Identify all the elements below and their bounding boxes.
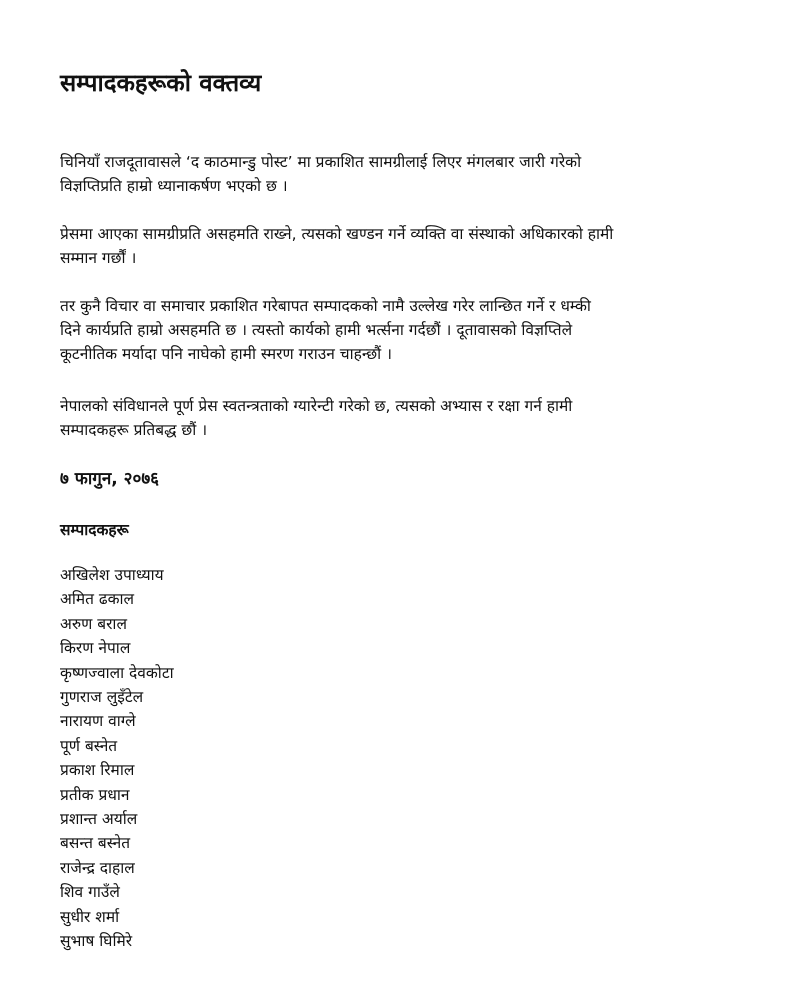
- paragraph-line: चिनियाँ राजदूतावासले ‘द काठमान्डु पोस्ट’ मा प्रकाशित सामग्रीलाई लिएर मंगलबार जारी गरेको: [60, 153, 582, 171]
- paragraph-line: दिने कार्यप्रति हाम्रो असहमति छ । त्यस्तो कार्यको हामी भर्त्सना गर्दछौं । दूतावासको विज्ञप्तिले: [60, 321, 573, 339]
- paragraph-3: [60, 294, 750, 366]
- signatory-name: कृष्णज्वाला देवकोटा: [60, 663, 174, 682]
- signatory-name: अखिलेश उपाध्याय: [60, 566, 164, 584]
- statement-date: ७ फागुन, २०७६: [60, 469, 160, 489]
- signatory-name: सुभाष घिमिरे: [60, 932, 133, 951]
- document-title: सम्पादकहरूको वक्तव्य: [60, 69, 262, 97]
- paragraph-line: विज्ञप्तिप्रति हाम्रो ध्यानाकर्षण भएको छ ।: [60, 177, 288, 195]
- signatory-name: शिव गाउँले: [60, 883, 120, 902]
- signatory-name: अरुण बराल: [60, 614, 127, 633]
- signatories-heading: सम्पादकहरू: [60, 521, 129, 539]
- paragraph-line: नेपालको संविधानले पूर्ण प्रेस स्वतन्त्रताको ग्यारेन्टी गरेको छ, त्यसको अभ्यास र रक्षा गर्न हामी: [60, 397, 573, 415]
- signatory-name: गुणराज लुइँटेल: [60, 688, 144, 707]
- signatory-name: नारायण वाग्ले: [60, 712, 136, 731]
- paragraph-4: [60, 394, 750, 442]
- paragraph-2: [60, 222, 750, 270]
- signatory-name: पूर्ण बस्नेत: [60, 736, 118, 755]
- signatories-list: [60, 563, 174, 954]
- paragraph-line: प्रेसमा आएका सामग्रीप्रति असहमति राख्ने, त्यसको खण्डन गर्ने व्यक्ति वा संस्थाको अधिकारको हामी: [60, 225, 614, 243]
- signatory-name: राजेन्द्र दाहाल: [60, 858, 135, 877]
- signatory-name: बसन्त बस्नेत: [60, 834, 131, 853]
- signatory-name: किरण नेपाल: [60, 639, 131, 658]
- signatory-name: प्रतीक प्रधान: [60, 785, 130, 804]
- paragraph-line: कूटनीतिक मर्यादा पनि नाघेको हामी स्मरण गराउन चाहन्छौं ।: [60, 345, 392, 363]
- paragraph-line: सम्मान गर्छौं ।: [60, 249, 137, 267]
- paragraph-line: सम्पादकहरू प्रतिबद्ध छौं ।: [60, 421, 208, 439]
- paragraph-1: [60, 150, 750, 198]
- signatory-name: सुधीर शर्मा: [60, 907, 120, 926]
- signatory-name: प्रकाश रिमाल: [60, 761, 135, 780]
- signatory-name: प्रशान्त अर्याल: [60, 810, 138, 829]
- signatory-name: अमित ढकाल: [60, 590, 135, 609]
- paragraph-line: तर कुनै विचार वा समाचार प्रकाशित गरेबापत सम्पादकको नामै उल्लेख गरेर लान्छित गर्ने र धम्की: [60, 297, 591, 315]
